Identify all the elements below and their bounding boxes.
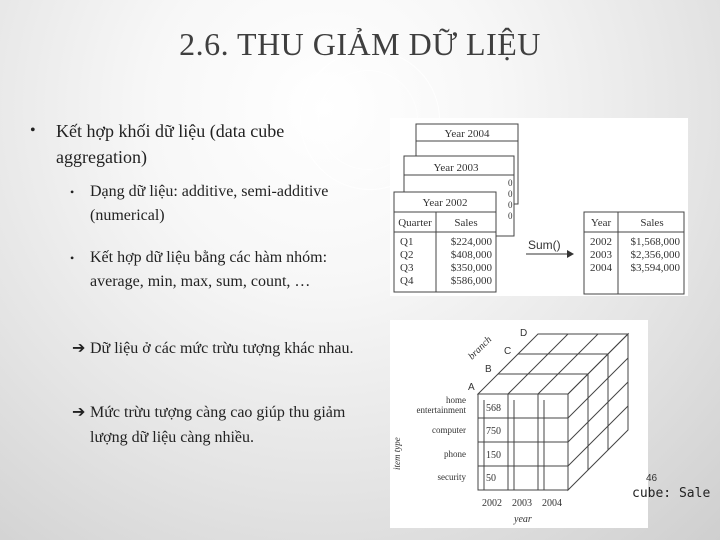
result-year: 2002 bbox=[590, 236, 612, 248]
bullet-sub-2 bbox=[70, 246, 360, 294]
arrow-point-2-text: Mức trừu tượng càng cao giúp thu giảm lượng dữ liệu càng nhiều. bbox=[90, 404, 346, 446]
arrow-point-1-text: Dữ liệu ở các mức trừu tượng khác nhau. bbox=[90, 340, 354, 357]
cell-value: 50 bbox=[486, 473, 496, 484]
sales-q2: $408,000 bbox=[450, 249, 492, 261]
quarter-q3: Q3 bbox=[400, 262, 414, 274]
aggregation-figure bbox=[390, 118, 688, 296]
branch-d: D bbox=[520, 328, 528, 339]
branch-a: A bbox=[468, 382, 475, 393]
result-header-year: Year bbox=[590, 217, 612, 229]
result-sales: $3,594,000 bbox=[630, 262, 680, 274]
branch-b: B bbox=[485, 364, 492, 375]
axis-year-label: year bbox=[514, 514, 532, 525]
item-phone: phone bbox=[444, 449, 466, 459]
bullet-sub-1 bbox=[70, 180, 360, 228]
axis-item-label: item type bbox=[392, 437, 402, 470]
hidden-digit: 0 bbox=[508, 200, 513, 210]
arrow-right-icon: ➔ bbox=[72, 404, 86, 421]
item-security: security bbox=[437, 472, 466, 482]
result-sales: $2,356,000 bbox=[630, 249, 680, 261]
cell-value: 150 bbox=[486, 450, 501, 461]
data-cube-figure bbox=[390, 320, 648, 528]
arrow-point-1 bbox=[72, 336, 372, 361]
result-sales: $1,568,000 bbox=[630, 236, 680, 248]
stack-title-2004: Year 2004 bbox=[444, 128, 490, 140]
year-2002: 2002 bbox=[482, 498, 502, 509]
sales-q4: $586,000 bbox=[450, 275, 492, 287]
header-sales: Sales bbox=[454, 217, 478, 229]
arrow-point-2 bbox=[72, 400, 372, 450]
stack-title-2003: Year 2003 bbox=[433, 162, 479, 174]
header-quarter: Quarter bbox=[398, 217, 432, 229]
sales-q3: $350,000 bbox=[450, 262, 492, 274]
item-home: home bbox=[446, 395, 466, 405]
year-2003: 2003 bbox=[512, 498, 532, 509]
result-year: 2003 bbox=[590, 249, 612, 261]
branch-c: C bbox=[504, 346, 512, 357]
hidden-digit: 0 bbox=[508, 189, 513, 199]
result-header-sales: Sales bbox=[640, 217, 664, 229]
bullet-dot: • bbox=[30, 122, 36, 139]
figure-caption: cube: Sale bbox=[632, 486, 711, 501]
arrow-right-icon bbox=[567, 250, 574, 258]
quarter-q2: Q2 bbox=[400, 249, 414, 261]
page-number: 46 bbox=[646, 473, 658, 484]
result-year: 2004 bbox=[590, 262, 612, 274]
item-entertainment: entertainment bbox=[416, 405, 466, 415]
stack-title-2002: Year 2002 bbox=[422, 197, 468, 209]
bullet-main bbox=[30, 118, 360, 170]
bullet-dot: • bbox=[70, 185, 75, 199]
item-computer: computer bbox=[432, 425, 466, 435]
cell-value: 750 bbox=[486, 426, 501, 437]
hidden-digit: 0 bbox=[508, 211, 513, 221]
quarter-q4: Q4 bbox=[400, 275, 414, 287]
slide-title: 2.6. THU GIẢM DỮ LIỆU bbox=[179, 26, 541, 62]
bullet-sub-2-text: Kết hợp dữ liệu bằng các hàm nhóm: average, min, max, sum, count, … bbox=[90, 249, 328, 290]
sales-q1: $224,000 bbox=[450, 236, 492, 248]
bullet-dot: • bbox=[70, 251, 75, 265]
cube-top-face bbox=[478, 334, 628, 394]
hidden-digit: 0 bbox=[508, 178, 513, 188]
axis-branch-label: branch bbox=[466, 334, 495, 363]
quarter-q1: Q1 bbox=[400, 236, 414, 248]
sum-label: Sum() bbox=[528, 238, 561, 252]
cell-value: 568 bbox=[486, 403, 501, 414]
arrow-right-icon: ➔ bbox=[72, 340, 86, 357]
year-2004: 2004 bbox=[542, 498, 562, 509]
bullet-sub-1-text: Dạng dữ liệu: additive, semi-additive (numerical) bbox=[90, 183, 329, 224]
bullet-main-text: Kết hợp khối dữ liệu (data cube aggregation) bbox=[56, 121, 285, 167]
